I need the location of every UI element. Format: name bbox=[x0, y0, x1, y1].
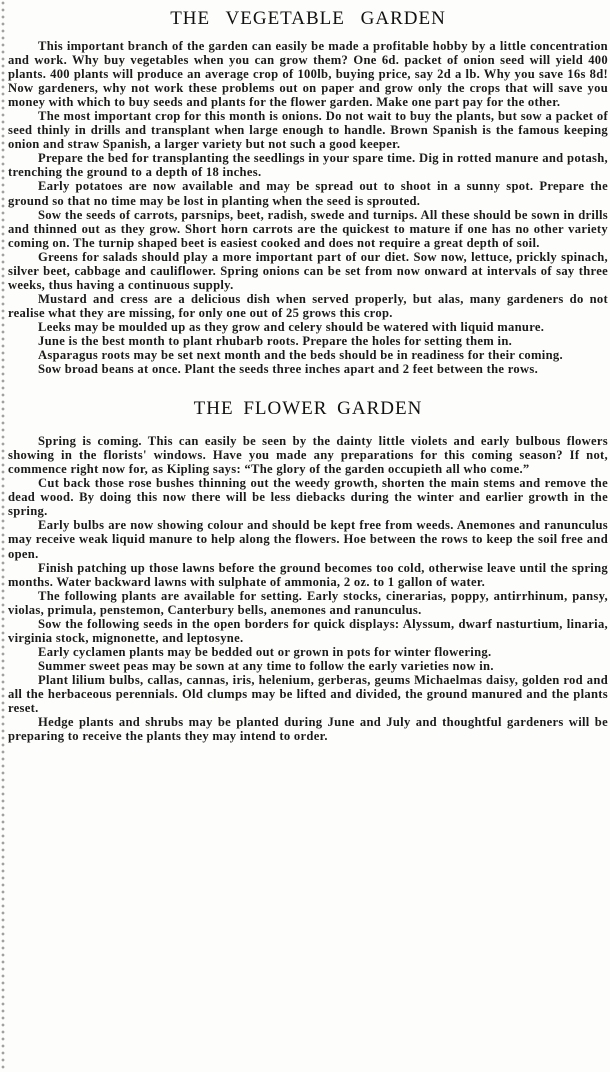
flower-paragraph-7: Early cyclamen plants may be bedded out or grown in pots for winter flowering. bbox=[38, 644, 492, 659]
flower-garden-section bbox=[8, 398, 608, 743]
flower-paragraph-3: Early bulbs are now showing colour and should be kept free from weeds. Anemones and ranunculus may receive weak liquid manure to help along the flowers. Hoe between the rows to keep the soil free and open. bbox=[8, 518, 608, 561]
vegetable-paragraph-11: Sow broad beans at once. Plant the seeds three inches apart and 2 feet between the rows. bbox=[38, 362, 539, 377]
flower-paragraph-6: Sow the following seeds in the open borders for quick displays: Alyssum, dwarf nasturtium, linaria, virginia stock, mignonette, and leptosyne. bbox=[8, 616, 608, 645]
flower-paragraph-8: Summer sweet peas may be sown at any time to follow the early varieties now in. bbox=[38, 658, 494, 673]
vegetable-paragraph-3: Prepare the bed for transplanting the seedlings in your spare time. Dig in rotted manure and potash, trenching the ground to a depth of 18 inches. bbox=[8, 151, 608, 180]
vegetable-garden-heading: THE VEGETABLE GARDEN bbox=[170, 8, 446, 29]
left-margin-rule bbox=[0, 0, 6, 1072]
vegetable-paragraph-8: Leeks may be moulded up as they grow and celery should be watered with liquid manure. bbox=[38, 319, 545, 334]
vegetable-garden-section bbox=[8, 8, 608, 376]
vegetable-paragraph-7: Mustard and cress are a delicious dish when served properly, but alas, many gardeners do not realise what they are missing, for only one out of 25 grows this crop. bbox=[8, 291, 608, 320]
flower-paragraph-5: The following plants are available for setting. Early stocks, cinerarias, poppy, antirrhinum, pansy, violas, primula, penstemon, Canterbury bells, anemones and ranunculus. bbox=[8, 588, 608, 617]
vegetable-paragraph-9: June is the best month to plant rhubarb roots. Prepare the holes for setting them in. bbox=[38, 333, 513, 348]
vegetable-paragraph-2: The most important crop for this month is onions. Do not wait to buy the plants, but sow a packet of seed thinly in drills and transplant when large enough to handle. Brown Spanish is the famous keeping onion and straw Spanish, a larger variety but not such a good keeper. bbox=[8, 109, 608, 152]
flower-garden-heading: THE FLOWER GARDEN bbox=[193, 398, 423, 420]
vegetable-paragraph-6: Greens for salads should play a more important part of our diet. Sow now, lettuce, prickly spinach, silver beet, cabbage and cauliflower. Spring onions can be set from now onward at intervals of say three weeks, thus having a continuous supply. bbox=[8, 249, 608, 292]
vegetable-paragraph-4: Early potatoes are now available and may be spread out to shoot in a sunny spot. Prepare the ground so that no time may be lost in planting when the seed is sprouted. bbox=[8, 179, 608, 208]
vegetable-paragraph-5: Sow the seeds of carrots, parsnips, beet, radish, swede and turnips. All these should be sown in drills and thinned out as they grow. Short horn carrots are the quickest to mature if one has no other variety coming on. The turnip shaped beet is easiest cooked and does not require a great depth of soil. bbox=[8, 207, 608, 250]
vegetable-paragraph-10: Asparagus roots may be set next month and the beds should be in readiness for their coming. bbox=[38, 348, 563, 363]
flower-paragraph-9: Plant lilium bulbs, callas, cannas, iris, helenium, gerberas, geums Michaelmas daisy, golden rod and all the herbaceous perennials. Old clumps may be lifted and divided, the ground manured and the plants reset. bbox=[8, 672, 608, 716]
vegetable-paragraph-1: This important branch of the garden can easily be made a profitable hobby by a little concentration and work. Why buy vegetables when you can grow them? One 6d. packet of onion seed will yield 400 plants. 400 plants will produce an average crop of 100lb, buying price, say 2d a lb. Why you save 16s 8d! Now gardeners, why not work these problems out on paper and grow only the crops that will save you money with which to buy seeds and plants for the flower garden. Make one part pay for the other. bbox=[8, 39, 608, 110]
flower-paragraph-1: Spring is coming. This can easily be seen by the dainty little violets and early bulbous flowers showing in the florists' windows. Have you made any preparations for this coming season? If not, commence right now for, as Kipling says: “The glory of the garden occupieth all who come.” bbox=[8, 434, 608, 477]
flower-paragraph-2: Cut back those rose bushes thinning out the weedy growth, shorten the main stems and remove the dead wood. By doing this now there will be less diebacks during the winter and earlier growth in the spring. bbox=[8, 476, 608, 519]
flower-paragraph-10: Hedge plants and shrubs may be planted during June and July and thoughtful gardeners will be preparing to receive the plants they may intend to order. bbox=[8, 715, 608, 744]
flower-paragraph-4: Finish patching up those lawns before the ground becomes too cold, otherwise leave until the spring months. Water backward lawns with sulphate of ammonia, 2 oz. to 1 gallon of water. bbox=[8, 560, 608, 589]
newspaper-column bbox=[8, 0, 608, 1072]
